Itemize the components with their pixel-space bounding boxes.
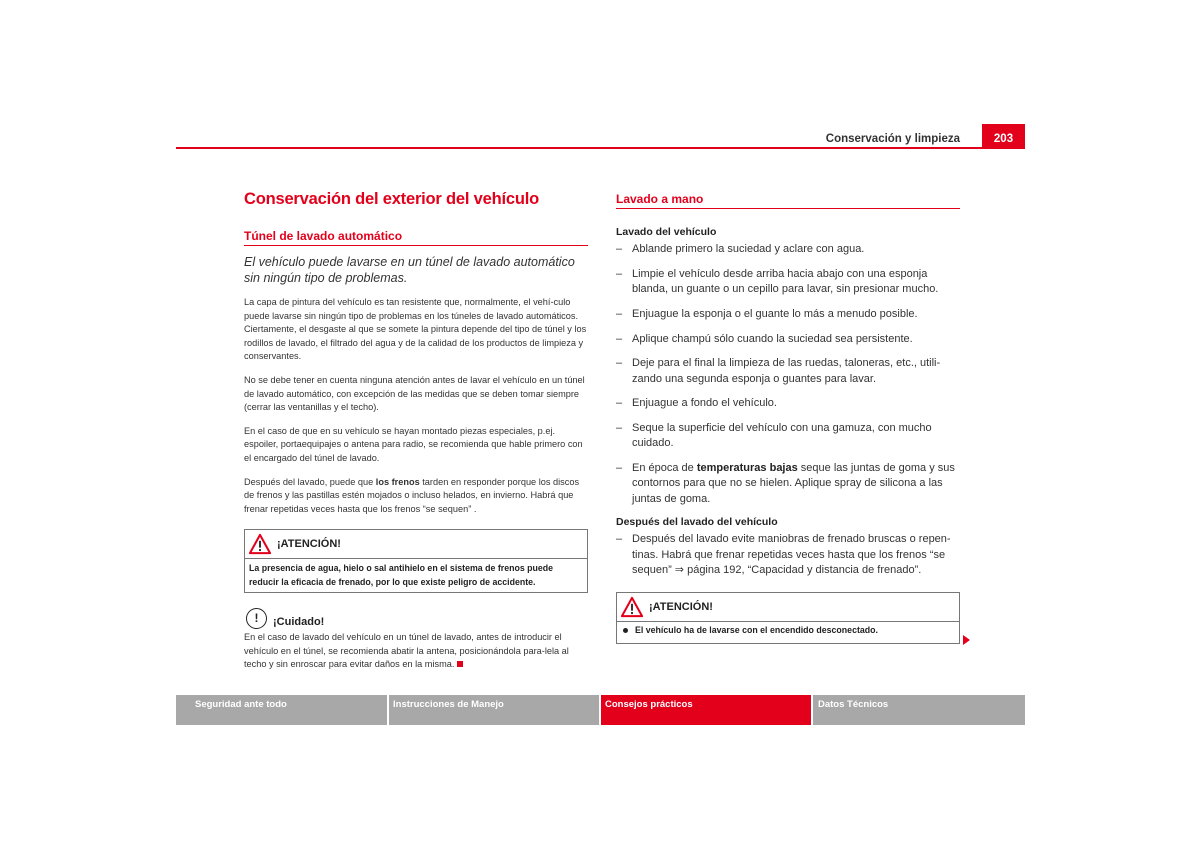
paragraph-brakes: Después del lavado, puede que los frenos tarden en responder porque los discos de frenos y las pastillas estén mojados o incluso helados, en invierno. Habrá que frenar repetidas veces hasta que los frenos “se sequen” . [244, 476, 580, 514]
list-item: – Enjuague la esponja o el guante lo más a menudo posible. [616, 307, 918, 320]
list-item: – Seque la superficie del vehículo con una gamuza, con mucho cuidado. [616, 422, 932, 450]
list-item: – Ablande primero la suciedad y aclare con agua. [616, 243, 865, 255]
paragraph-paint: La capa de pintura del vehículo es tan resistente que, normalmente, el vehí-culo puede lavarse sin ningún tipo de problemas en los túneles de lavado automáticos. Ciertamente, el desgaste al que se somete la pintura depende del tipo de túnel y los rodillos de lavado, el filtrado del agua y de la calidad de los productos de limpieza y conservantes. [244, 297, 587, 362]
section-heading-automatic-wash: Túnel de lavado automático [244, 229, 588, 246]
bullet-icon [623, 628, 628, 633]
caution-text: En el caso de lavado del vehículo en un túnel de lavado, antes de introducir el vehículo en el túnel, se recomienda abatir la antena, posicionándola para-lela al techo y sin enroscar para evitar daños en la misma. [244, 632, 569, 670]
warning-header [617, 593, 959, 622]
low-temperatures-emphasis: temperaturas bajas [696, 462, 798, 475]
footer-chapter-tabs [176, 695, 1025, 725]
warning-label: ¡ATENCIÓN! [277, 538, 341, 551]
warning-label: ¡ATENCIÓN! [649, 601, 713, 613]
wash-steps-list [616, 242, 960, 507]
running-header-title: Conservación y limpieza [825, 133, 960, 145]
tab-instrucciones[interactable]: Instrucciones de Manejo [389, 695, 599, 725]
list-item: – Deje para el final la limpieza de las ruedas, taloneras, etc., utili-zando una segunda esponja o guantes para lavar. [616, 357, 941, 385]
list-item: – Limpie el vehículo desde arriba hacia abajo con una esponja blanda, un guante o un cepillo para lavar, sin presionar mucho. [616, 267, 939, 295]
after-wash-list [616, 532, 960, 578]
list-item: – Enjuague a fondo el vehículo. [616, 397, 777, 410]
caution-circle-icon: ! [246, 608, 267, 629]
warning-box [616, 592, 960, 644]
lead-paragraph: El vehículo puede lavarse en un túnel de lavado automático sin ningún tipo de problemas. [244, 255, 575, 285]
caution-label: ¡Cuidado! [273, 615, 325, 628]
page-number: 203 [982, 124, 1025, 149]
warning-triangle-icon [621, 596, 643, 618]
tab-consejos[interactable]: Consejos prácticos [601, 695, 811, 725]
section-heading-hand-wash: Lavado a mano [616, 192, 960, 209]
warning-header [245, 530, 587, 559]
left-column [244, 190, 588, 672]
page-title: Conservación del exterior del vehículo [244, 190, 539, 208]
warning-text: El vehículo ha de lavarse con el encendido desconectado. [617, 622, 959, 643]
header-rule [176, 147, 1025, 149]
paragraph-precautions: No se debe tener en cuenta ninguna atención antes de lavar el vehículo en un túnel de lavado automático, con excepción de las medidas que se deben tomar siempre (cerrar las ventanillas y el techo). [244, 374, 585, 413]
right-column [616, 192, 960, 644]
brakes-emphasis: los frenos [375, 476, 420, 487]
tab-datos-tecnicos[interactable]: Datos Técnicos [813, 695, 1025, 725]
warning-triangle-icon [249, 533, 271, 555]
caution-header [244, 608, 588, 629]
warning-box [244, 529, 588, 593]
warning-text: La presencia de agua, hielo o sal antihielo en el sistema de frenos puede reducir la eficacia de frenado, por lo que existe peligro de accidente. [249, 563, 554, 587]
paragraph-special-parts: En el caso de que en su vehículo se hayan montado piezas especiales, p.ej. espoiler, portaequipajes o antena para radio, se recomienda que hable primero con el encargado del túnel de lavado. [244, 425, 583, 463]
section-end-marker [457, 661, 463, 667]
subheading-after-wash: Después del lavado del vehículo [616, 516, 778, 529]
tab-seguridad[interactable]: Seguridad ante todo [176, 695, 387, 725]
list-item-winter: – En época de temperaturas bajas seque las juntas de goma y sus contornos para que no se hielen. Aplique spray de silicona a las juntas de goma. [616, 462, 955, 505]
continue-arrow-icon [963, 635, 970, 645]
list-item: – Aplique champú sólo cuando la suciedad sea persistente. [616, 332, 913, 345]
list-item: – Después del lavado evite maniobras de frenado bruscas o repen-tinas. Habrá que frenar repetidas veces hasta que los frenos “se sequen” ⇒ página 192, “Capacidad y distancia de frenado”. [616, 533, 951, 576]
subheading-vehicle-wash: Lavado del vehículo [616, 226, 717, 238]
